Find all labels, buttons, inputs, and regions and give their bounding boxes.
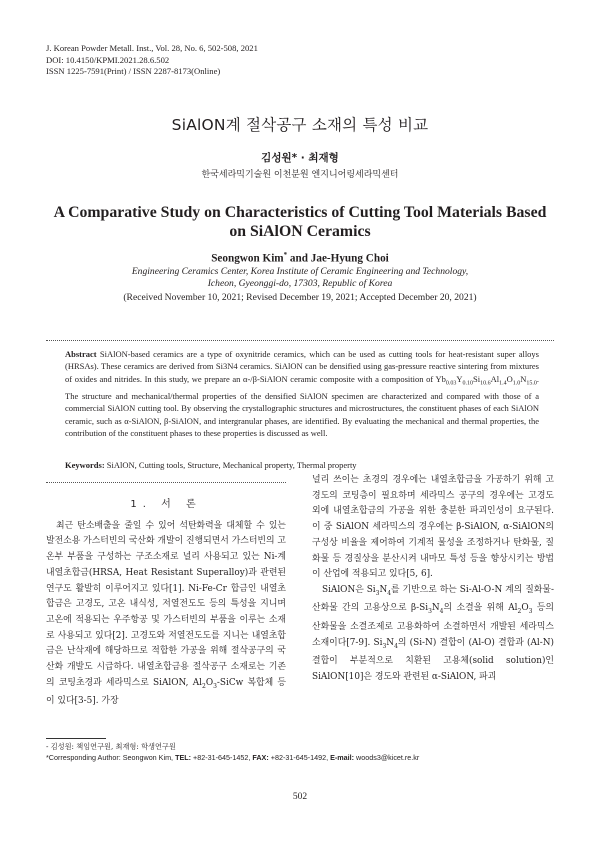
received-dates: (Received November 10, 2021; Revised December 19, 2021; Accepted December 20, 2021): [123, 292, 477, 303]
email-value: woods3@kicet.re.kr: [354, 753, 420, 762]
body-left-column: [46, 497, 286, 710]
abstract-text-a: SiAlON-based ceramics are a type of oxynitride ceramics, which can be used as cutting tools for heat-resistant super alloys (HRSAs). These ceramics are derived from Si3N4 ceramics. SiAlON can be densified using gas-pressure reactive sintering from mixtures of oxides and nitrides. In this study, we prepare an α-/β-SiAlON ceramic composite with a composition of Yb: [65, 349, 539, 384]
formula-el: O: [205, 677, 214, 688]
formula-sub: 2: [517, 608, 522, 616]
corr-prefix: *Corresponding Author: Seongwon Kim,: [46, 753, 176, 762]
author-choi: and Jae-Hyung Choi: [287, 252, 389, 265]
text-run: 최근 탄소배출을 줄일 수 있어 석탄화력을 대체할 수 있는 발전소용 가스터빈의 국산화 개발이 진행되면서 가스터빈의 고온부 부품을 구성하는 구조소재로 널리 사용되고 있는 Ni-계 내열초합금(HRSA, Heat Resistant Superalloy)과 관련된 연구도 활발히 이루어지고 있다[1]. Ni-Fe-Cr 합금인 내열초합금은 고경도, 고온 내식성, 저열전도도 등의 특성을 지니며 고온에 적용되는 우주항공 및 가스터빈의 부품을 이루는 소재로 사용되고 있다[2]. 고경도와 저열전도도를 지니는 내열초합금은 난삭재에 해당하므로 적합한 가공을 위해 절삭공구의 국산화 개발도 시급하다. 내열초합금용 절삭공구 소재로는 기존의 코팅초경과 세라믹스로 SiAlON, Al: [46, 520, 286, 688]
text-run: 등의 산화물을 소결조제로 고용화하여 소결하면서 개발된 세라믹스 소재이다[7-9]. Si: [312, 603, 554, 648]
formula-sub: 15.0: [526, 380, 537, 387]
author-kim: Seongwon Kim: [211, 252, 284, 265]
english-authors: [0, 251, 600, 265]
body-paragraph: [312, 583, 554, 686]
formula-el: Y: [456, 373, 463, 384]
formula-el: N: [379, 584, 388, 595]
abstract: [65, 348, 539, 440]
formula-el: Al: [490, 373, 500, 384]
body-right-column: [312, 473, 554, 685]
formula-sub: 4: [439, 608, 444, 616]
formula-sub: 3: [528, 608, 533, 616]
text-run: 의 소결을 위해 Al: [443, 603, 518, 614]
tel-label: TEL:: [175, 753, 192, 762]
formula-el: N: [520, 373, 527, 384]
text-run: 를 기반으로 하는 Si-Al-O-N 계의 질화물-산화물 간의 고용상으로 β-Si: [312, 584, 554, 614]
journal-doi: DOI: 10.4150/KPMI.2021.28.6.502: [46, 54, 170, 65]
fax-label: FAX:: [252, 753, 269, 762]
text-run: SiAlON은 Si: [322, 584, 376, 595]
keywords-text: SiAlON, Cutting tools, Structure, Mechanical property, Thermal property: [104, 460, 357, 470]
footnote-corresponding: [46, 752, 556, 763]
korean-authors: 김성원* · 최재형: [261, 152, 339, 164]
formula-el: N: [431, 603, 440, 614]
section-heading: 1. 서 론: [130, 499, 202, 510]
formula-sub: 1.0: [512, 380, 521, 387]
formula-sub: 3: [428, 608, 432, 616]
korean-title: SiAlON계 절삭공구 소재의 특성 비교: [171, 116, 429, 134]
text-run: -SiCw 복합체 등이 있다[3-5]. 가장: [46, 677, 286, 707]
english-affiliation-line2: Icheon, Gyeonggi-do, 17303, Republic of Korea: [207, 278, 393, 290]
formula-el: N: [386, 637, 395, 648]
english-title-line2: on SiAlON Ceramics: [229, 223, 371, 240]
email-label: E-mail:: [330, 753, 355, 762]
english-affiliation: [0, 266, 600, 291]
formula-sub: 1.4: [499, 380, 507, 387]
footnote: [46, 741, 556, 763]
body-paragraph: 널리 쓰이는 초경의 경우에는 내열초합금을 가공하기 위해 고경도의 코팅층이 필요하며 세라믹스 공구의 경우에는 고경도 외에 내열초합금의 가공을 위한 충분한 파괴인성이 요구된다. 이 중 SiAlON 세라믹스의 경우에는 β-SiAlON, α-SiAlON의 구성상 비율을 제어하여 기계적 물성을 조정하거나 탄화물, 질화물 등 경질상을 분산시켜 내마모 특성 등을 향상시키는 방법이 산업에 적용되고 있다[5, 6].: [312, 475, 554, 580]
abstract-label: Abstract: [65, 349, 97, 359]
formula-sub: 4: [394, 642, 398, 650]
formula-el: O: [506, 373, 513, 384]
formula-sub: 10.6: [480, 380, 491, 387]
divider-top: [46, 340, 554, 341]
english-title: [40, 203, 560, 241]
korean-affiliation: 한국세라믹기술원 이천분원 엔지니어링세라믹센터: [201, 170, 399, 180]
english-title-line1: A Comparative Study on Characteristics of Cutting Tool Materials Based: [53, 204, 547, 221]
page-number: 502: [292, 792, 308, 802]
formula-sub: 0.10: [462, 380, 473, 387]
text-run: 의 (Si-N) 결합이 (Al-O) 결합과 (Al-N) 결합이 부분적으로 치환된 고용체(solid solution)인 SiAlON[10]은 경도와 관련된 α-SiAlON, 파괴: [312, 637, 554, 682]
journal-citation: J. Korean Powder Metall. Inst., Vol. 28, No. 6, 502-508, 2021: [46, 43, 258, 53]
formula-sub: 0.03: [445, 380, 457, 387]
journal-meta: [46, 43, 258, 78]
formula-sub: 4: [387, 589, 392, 597]
corresponding-mark: *: [283, 251, 288, 259]
fax-value: +82-31-645-1492,: [268, 753, 331, 762]
abstract-text-b: . The structure and mechanical/thermal properties of the densified SiAlON specimen are characterized and compared with those of a commercial SiAlON cutting tool. By observing the crystallographic structures and microstructures, the constituent phases of each SiAlON ceramic, such as α-SiAlON, β-SiAlON, and intergranular phases, are identified. By evaluating the mechanical and thermal properties, the contribution of the constituent phases to these properties is discussed as well.: [65, 373, 539, 439]
formula-sub: 3: [213, 682, 217, 690]
keywords: [65, 460, 545, 470]
formula-sub: 3: [375, 589, 380, 597]
body-paragraph: [46, 519, 286, 710]
english-affiliation-line1: Engineering Ceramics Center, Korea Institute of Ceramic Engineering and Technology,: [131, 266, 469, 277]
divider-bottom-left: [46, 482, 286, 483]
formula-el: O: [521, 603, 529, 614]
journal-issn: ISSN 1225-7591(Print) / ISSN 2287-8173(Online): [46, 66, 221, 77]
tel-value: +82-31-645-1452,: [191, 753, 253, 762]
formula-sub: 3: [382, 642, 387, 650]
footnote-roles: - 김성원: 책임연구원, 최재형: 학생연구원: [46, 742, 176, 751]
formula-el: Si: [473, 373, 481, 384]
keywords-label: Keywords:: [65, 460, 105, 470]
formula-sub: 2: [201, 682, 206, 690]
footnote-rule: [46, 738, 106, 739]
